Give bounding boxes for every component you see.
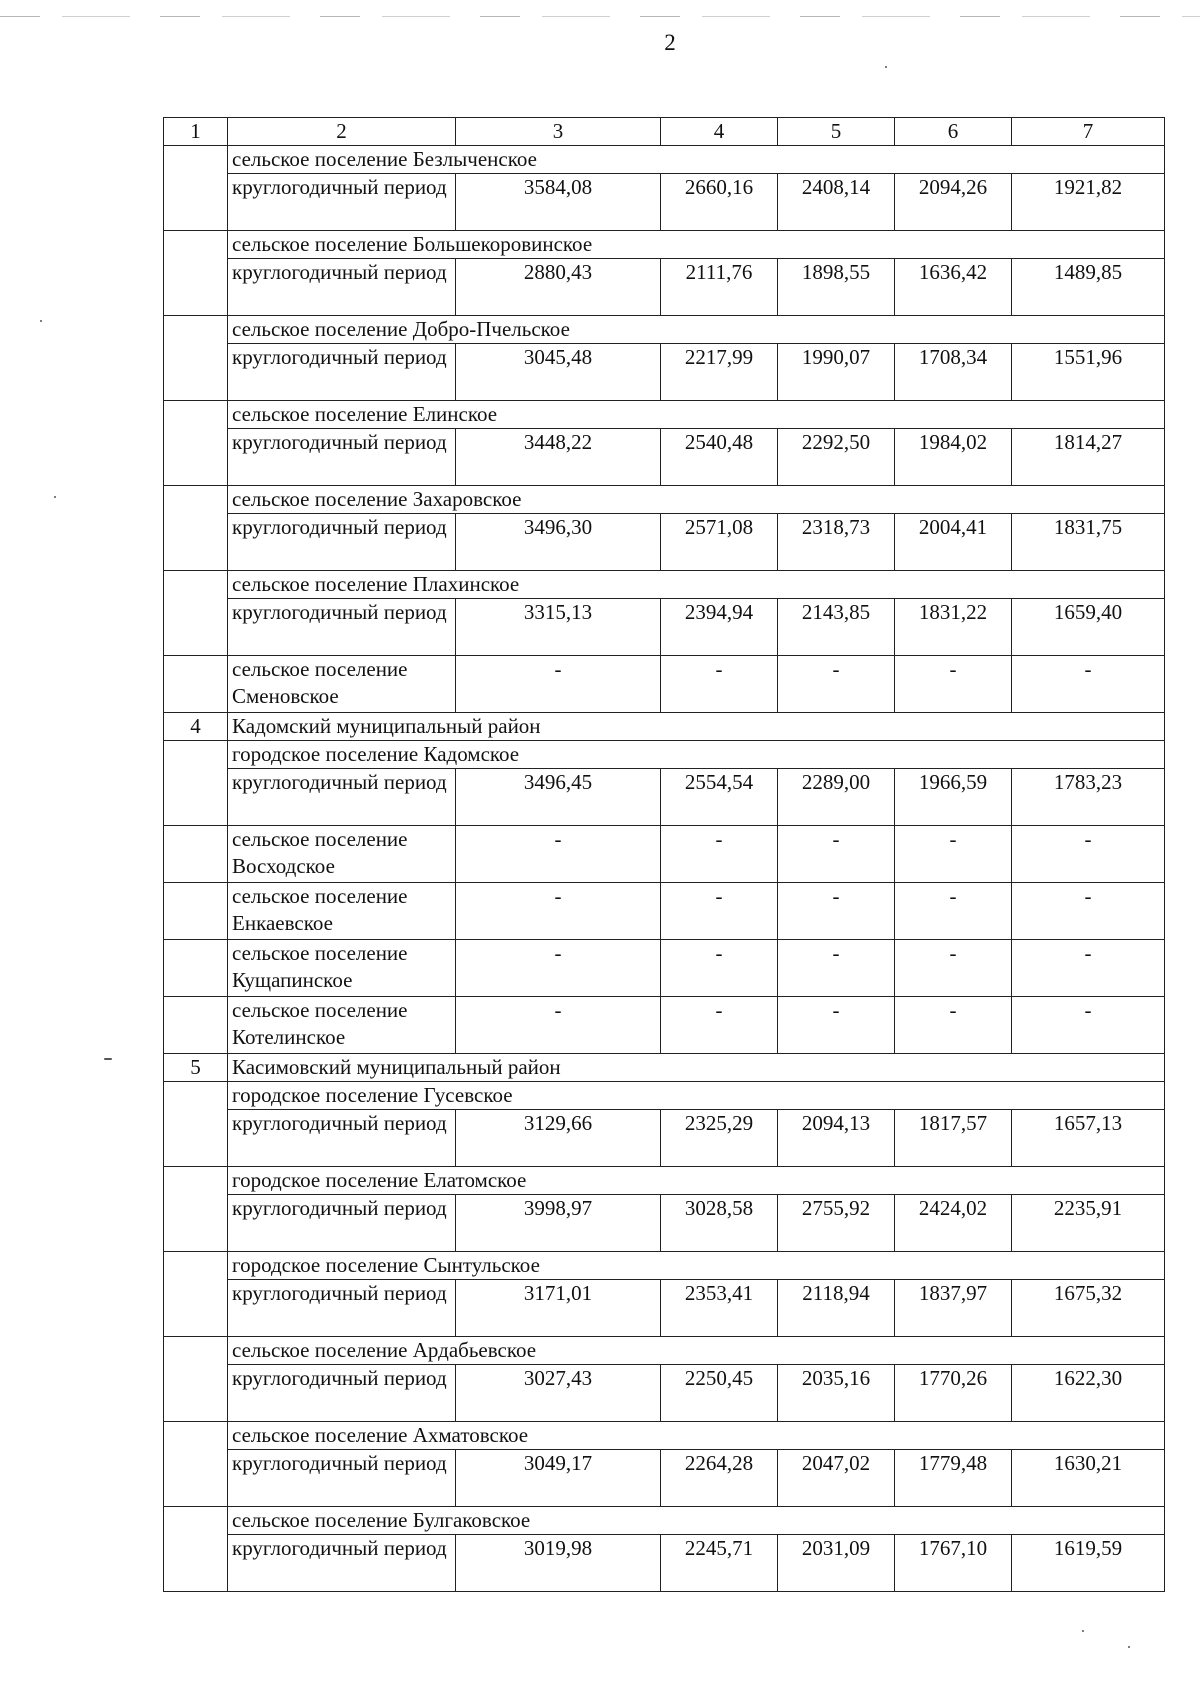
dash-cell: - xyxy=(661,997,778,1054)
settlement-name: сельское поселение Ардабьевское xyxy=(228,1337,1165,1365)
period-label: круглогодичный период xyxy=(228,599,456,656)
dash-cell: - xyxy=(1012,940,1165,997)
values-row xyxy=(164,174,1165,231)
dash-cell: - xyxy=(1012,997,1165,1054)
index-cell-empty xyxy=(164,1082,228,1167)
value-cell: 2004,41 xyxy=(895,514,1012,571)
dash-cell: - xyxy=(895,940,1012,997)
value-cell: 2217,99 xyxy=(661,344,778,401)
value-cell: 1921,82 xyxy=(1012,174,1165,231)
region-row xyxy=(164,1054,1165,1082)
values-row xyxy=(164,344,1165,401)
index-cell-empty xyxy=(164,146,228,231)
settlement-name: сельское поселение Захаровское xyxy=(228,486,1165,514)
value-cell: 2880,43 xyxy=(456,259,661,316)
value-cell: 3045,48 xyxy=(456,344,661,401)
scan-edge-line xyxy=(0,16,1200,17)
dash-cell: - xyxy=(456,656,661,713)
settlement-row xyxy=(164,231,1165,259)
value-cell: 3027,43 xyxy=(456,1365,661,1422)
index-cell-empty xyxy=(164,571,228,656)
index-cell-empty xyxy=(164,1337,228,1422)
period-label: круглогодичный период xyxy=(228,1110,456,1167)
dash-cell: - xyxy=(1012,883,1165,940)
value-cell: 3315,13 xyxy=(456,599,661,656)
values-row xyxy=(164,1535,1165,1592)
region-index: 4 xyxy=(164,713,228,741)
values-row xyxy=(164,514,1165,571)
value-cell: 1783,23 xyxy=(1012,769,1165,826)
value-cell: 1770,26 xyxy=(895,1365,1012,1422)
dash-cell: - xyxy=(1012,826,1165,883)
dash-cell: - xyxy=(895,997,1012,1054)
value-cell: 1708,34 xyxy=(895,344,1012,401)
values-row xyxy=(164,599,1165,656)
value-cell: 2250,45 xyxy=(661,1365,778,1422)
settlement-row xyxy=(164,486,1165,514)
settlement-row xyxy=(164,741,1165,769)
page-number: 2 xyxy=(664,30,676,55)
dash-cell: - xyxy=(661,656,778,713)
header-cell: 7 xyxy=(1012,118,1165,146)
dash-cell: - xyxy=(1012,656,1165,713)
scan-speck xyxy=(1082,1630,1084,1632)
index-cell-empty xyxy=(164,826,228,883)
value-cell: 3129,66 xyxy=(456,1110,661,1167)
value-cell: 1489,85 xyxy=(1012,259,1165,316)
index-cell-empty xyxy=(164,997,228,1054)
value-cell: 2264,28 xyxy=(661,1450,778,1507)
value-cell: 2031,09 xyxy=(778,1535,895,1592)
region-row xyxy=(164,713,1165,741)
value-cell: 1630,21 xyxy=(1012,1450,1165,1507)
settlement-row xyxy=(164,1507,1165,1535)
value-cell: 1837,97 xyxy=(895,1280,1012,1337)
period-label: круглогодичный период xyxy=(228,769,456,826)
period-label: круглогодичный период xyxy=(228,1450,456,1507)
index-cell-empty xyxy=(164,741,228,826)
index-cell-empty xyxy=(164,1252,228,1337)
value-cell: 3049,17 xyxy=(456,1450,661,1507)
settlement-row xyxy=(164,401,1165,429)
value-cell: 2540,48 xyxy=(661,429,778,486)
value-cell: 1779,48 xyxy=(895,1450,1012,1507)
value-cell: 3998,97 xyxy=(456,1195,661,1252)
value-cell: 3496,30 xyxy=(456,514,661,571)
values-row xyxy=(164,1280,1165,1337)
period-label: круглогодичный период xyxy=(228,1195,456,1252)
value-cell: 2143,85 xyxy=(778,599,895,656)
value-cell: 1966,59 xyxy=(895,769,1012,826)
settlement-no-data-row xyxy=(164,656,1165,713)
header-cell: 3 xyxy=(456,118,661,146)
value-cell: 1984,02 xyxy=(895,429,1012,486)
index-cell-empty xyxy=(164,1167,228,1252)
value-cell: 2094,26 xyxy=(895,174,1012,231)
settlement-name: сельское поселение Сменовское xyxy=(228,656,456,713)
period-label: круглогодичный период xyxy=(228,429,456,486)
value-cell: 3019,98 xyxy=(456,1535,661,1592)
values-row xyxy=(164,429,1165,486)
value-cell: 3028,58 xyxy=(661,1195,778,1252)
dash-cell: - xyxy=(895,656,1012,713)
settlement-name: сельское поселение Восходское xyxy=(228,826,456,883)
dash-cell: - xyxy=(661,826,778,883)
value-cell: 2755,92 xyxy=(778,1195,895,1252)
value-cell: 1619,59 xyxy=(1012,1535,1165,1592)
settlement-no-data-row xyxy=(164,940,1165,997)
settlement-row xyxy=(164,1252,1165,1280)
settlement-name: городское поселение Кадомское xyxy=(228,741,1165,769)
value-cell: 1831,75 xyxy=(1012,514,1165,571)
settlement-name: сельское поселение Енкаевское xyxy=(228,883,456,940)
values-row xyxy=(164,769,1165,826)
settlement-name: сельское поселение Плахинское xyxy=(228,571,1165,599)
dash-cell: - xyxy=(661,883,778,940)
settlement-row xyxy=(164,1337,1165,1365)
settlement-row xyxy=(164,1082,1165,1110)
tariff-table xyxy=(163,117,1165,1592)
dash-cell: - xyxy=(456,940,661,997)
value-cell: 2318,73 xyxy=(778,514,895,571)
settlement-name: сельское поселение Кущапинское xyxy=(228,940,456,997)
scan-speck xyxy=(54,496,56,498)
value-cell: 2245,71 xyxy=(661,1535,778,1592)
values-row xyxy=(164,1110,1165,1167)
period-label: круглогодичный период xyxy=(228,514,456,571)
region-index: 5 xyxy=(164,1054,228,1082)
dash-cell: - xyxy=(661,940,778,997)
value-cell: 2554,54 xyxy=(661,769,778,826)
dash-cell: - xyxy=(778,656,895,713)
dash-cell: - xyxy=(778,997,895,1054)
dash-cell: - xyxy=(778,940,895,997)
settlement-row xyxy=(164,316,1165,344)
value-cell: 2111,76 xyxy=(661,259,778,316)
header-cell: 1 xyxy=(164,118,228,146)
scan-speck xyxy=(104,1058,112,1060)
value-cell: 3496,45 xyxy=(456,769,661,826)
scan-speck xyxy=(1128,1646,1130,1648)
settlement-name: сельское поселение Добро-Пчельское xyxy=(228,316,1165,344)
value-cell: 2394,94 xyxy=(661,599,778,656)
value-cell: 1767,10 xyxy=(895,1535,1012,1592)
values-row xyxy=(164,259,1165,316)
index-cell-empty xyxy=(164,656,228,713)
period-label: круглогодичный период xyxy=(228,259,456,316)
index-cell-empty xyxy=(164,1422,228,1507)
period-label: круглогодичный период xyxy=(228,1535,456,1592)
header-cell: 4 xyxy=(661,118,778,146)
value-cell: 2353,41 xyxy=(661,1280,778,1337)
value-cell: 2235,91 xyxy=(1012,1195,1165,1252)
period-label: круглогодичный период xyxy=(228,344,456,401)
region-name: Кадомский муниципальный район xyxy=(228,713,1165,741)
value-cell: 2292,50 xyxy=(778,429,895,486)
settlement-name: сельское поселение Булгаковское xyxy=(228,1507,1165,1535)
value-cell: 1657,13 xyxy=(1012,1110,1165,1167)
settlement-name: городское поселение Елатомское xyxy=(228,1167,1165,1195)
settlement-row xyxy=(164,571,1165,599)
index-cell-empty xyxy=(164,883,228,940)
values-row xyxy=(164,1195,1165,1252)
value-cell: 2325,29 xyxy=(661,1110,778,1167)
value-cell: 2424,02 xyxy=(895,1195,1012,1252)
value-cell: 2289,00 xyxy=(778,769,895,826)
value-cell: 1831,22 xyxy=(895,599,1012,656)
dash-cell: - xyxy=(895,826,1012,883)
index-cell-empty xyxy=(164,1507,228,1592)
scan-speck xyxy=(885,66,887,68)
index-cell-empty xyxy=(164,231,228,316)
value-cell: 2094,13 xyxy=(778,1110,895,1167)
dash-cell: - xyxy=(456,826,661,883)
settlement-name: городское поселение Гусевское xyxy=(228,1082,1165,1110)
dash-cell: - xyxy=(456,883,661,940)
dash-cell: - xyxy=(778,883,895,940)
value-cell: 1659,40 xyxy=(1012,599,1165,656)
settlement-row xyxy=(164,146,1165,174)
period-label: круглогодичный период xyxy=(228,1365,456,1422)
settlement-name: сельское поселение Котелинское xyxy=(228,997,456,1054)
value-cell: 1675,32 xyxy=(1012,1280,1165,1337)
value-cell: 2035,16 xyxy=(778,1365,895,1422)
value-cell: 1898,55 xyxy=(778,259,895,316)
dash-cell: - xyxy=(456,997,661,1054)
table-body xyxy=(164,118,1165,1592)
value-cell: 2118,94 xyxy=(778,1280,895,1337)
value-cell: 2571,08 xyxy=(661,514,778,571)
settlement-name: городское поселение Сынтульское xyxy=(228,1252,1165,1280)
region-name: Касимовский муниципальный район xyxy=(228,1054,1165,1082)
table-header-row xyxy=(164,118,1165,146)
index-cell-empty xyxy=(164,316,228,401)
value-cell: 1990,07 xyxy=(778,344,895,401)
value-cell: 3584,08 xyxy=(456,174,661,231)
value-cell: 1636,42 xyxy=(895,259,1012,316)
settlement-no-data-row xyxy=(164,883,1165,940)
settlement-no-data-row xyxy=(164,997,1165,1054)
value-cell: 1622,30 xyxy=(1012,1365,1165,1422)
settlement-row xyxy=(164,1422,1165,1450)
index-cell-empty xyxy=(164,486,228,571)
index-cell-empty xyxy=(164,401,228,486)
dash-cell: - xyxy=(778,826,895,883)
index-cell-empty xyxy=(164,940,228,997)
period-label: круглогодичный период xyxy=(228,174,456,231)
header-cell: 6 xyxy=(895,118,1012,146)
scan-speck xyxy=(40,320,42,322)
value-cell: 2047,02 xyxy=(778,1450,895,1507)
header-cell: 2 xyxy=(228,118,456,146)
settlement-row xyxy=(164,1167,1165,1195)
header-cell: 5 xyxy=(778,118,895,146)
value-cell: 1817,57 xyxy=(895,1110,1012,1167)
settlement-name: сельское поселение Безлыченское xyxy=(228,146,1165,174)
values-row xyxy=(164,1365,1165,1422)
value-cell: 1814,27 xyxy=(1012,429,1165,486)
value-cell: 3448,22 xyxy=(456,429,661,486)
value-cell: 2408,14 xyxy=(778,174,895,231)
settlement-no-data-row xyxy=(164,826,1165,883)
settlement-name: сельское поселение Ахматовское xyxy=(228,1422,1165,1450)
value-cell: 1551,96 xyxy=(1012,344,1165,401)
settlement-name: сельское поселение Елинское xyxy=(228,401,1165,429)
value-cell: 3171,01 xyxy=(456,1280,661,1337)
dash-cell: - xyxy=(895,883,1012,940)
period-label: круглогодичный период xyxy=(228,1280,456,1337)
value-cell: 2660,16 xyxy=(661,174,778,231)
values-row xyxy=(164,1450,1165,1507)
settlement-name: сельское поселение Большекоровинское xyxy=(228,231,1165,259)
